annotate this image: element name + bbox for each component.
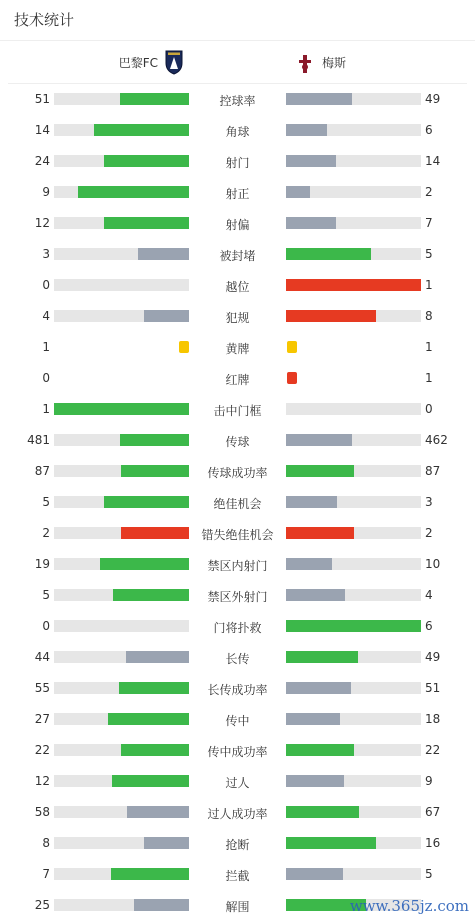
home-bar-fill xyxy=(108,713,189,725)
stat-row xyxy=(0,704,475,735)
away-value: 3 xyxy=(425,495,433,509)
away-value: 5 xyxy=(425,867,433,881)
away-bar-fill xyxy=(286,806,359,818)
home-bar-track xyxy=(54,527,189,539)
away-bar-fill xyxy=(286,248,371,260)
home-value: 12 xyxy=(35,216,50,230)
away-value: 6 xyxy=(425,123,433,137)
home-bar-track xyxy=(54,837,189,849)
home-bar-fill xyxy=(78,186,189,198)
home-bar-track xyxy=(54,682,189,694)
stat-row xyxy=(0,797,475,828)
away-value: 462 xyxy=(425,433,448,447)
home-bar-fill xyxy=(144,310,189,322)
home-bar-fill xyxy=(100,558,189,570)
away-value: 18 xyxy=(425,712,440,726)
away-bar-fill xyxy=(286,682,351,694)
home-value: 9 xyxy=(42,185,50,199)
away-bar-fill xyxy=(286,589,345,601)
home-bar-fill xyxy=(144,837,189,849)
stat-label: 传球 xyxy=(189,433,286,450)
home-bar-track xyxy=(54,620,189,632)
stat-row xyxy=(0,673,475,704)
home-team[interactable] xyxy=(119,49,184,75)
away-value: 1 xyxy=(425,340,433,354)
away-bar-track xyxy=(286,775,421,787)
away-value: 8 xyxy=(425,309,433,323)
home-value: 3 xyxy=(42,247,50,261)
stat-row xyxy=(0,394,475,425)
away-value: 4 xyxy=(425,588,433,602)
stat-row xyxy=(0,208,475,239)
away-value: 1 xyxy=(425,278,433,292)
home-bar-fill xyxy=(127,806,189,818)
stat-label: 禁区外射门 xyxy=(189,588,286,605)
stat-label: 错失绝佳机会 xyxy=(189,526,286,543)
away-value: 0 xyxy=(425,402,433,416)
stat-label: 长传成功率 xyxy=(189,681,286,698)
home-bar-fill xyxy=(138,248,189,260)
stat-row xyxy=(0,766,475,797)
home-bar-track xyxy=(54,806,189,818)
away-bar-track xyxy=(286,527,421,539)
away-value: 51 xyxy=(425,681,440,695)
stat-row xyxy=(0,549,475,580)
stat-label: 击中门框 xyxy=(189,402,286,419)
home-team-name: 巴黎FC xyxy=(119,54,158,71)
away-bar-track xyxy=(286,155,421,167)
away-team[interactable] xyxy=(294,49,346,75)
home-bar-track xyxy=(54,589,189,601)
home-bar-track xyxy=(54,496,189,508)
home-value: 7 xyxy=(42,867,50,881)
stat-label: 黄牌 xyxy=(189,340,286,357)
stat-row xyxy=(0,301,475,332)
away-bar-fill xyxy=(286,651,358,663)
away-value: 2 xyxy=(425,185,433,199)
home-bar-track xyxy=(54,899,189,911)
home-value: 481 xyxy=(27,433,50,447)
stat-label: 红牌 xyxy=(189,371,286,388)
home-bar-fill xyxy=(134,899,189,911)
stat-row xyxy=(0,487,475,518)
away-value: 16 xyxy=(425,836,440,850)
away-bar-fill xyxy=(286,558,332,570)
away-bar-track xyxy=(286,651,421,663)
home-bar-fill xyxy=(94,124,189,136)
home-bar-fill xyxy=(121,465,189,477)
stat-label: 拦截 xyxy=(189,867,286,884)
away-bar-track xyxy=(286,744,421,756)
stat-label: 禁区内射门 xyxy=(189,557,286,574)
home-bar-fill xyxy=(120,434,189,446)
home-value: 14 xyxy=(35,123,50,137)
away-bar-track xyxy=(286,868,421,880)
home-value: 58 xyxy=(35,805,50,819)
away-bar-track xyxy=(286,186,421,198)
home-bar-track xyxy=(54,310,189,322)
away-yellow-card-icon xyxy=(287,341,297,353)
stats-table xyxy=(0,84,475,921)
stat-label: 传球成功率 xyxy=(189,464,286,481)
away-bar-fill xyxy=(286,93,352,105)
away-bar-fill xyxy=(286,620,421,632)
away-value: 67 xyxy=(425,805,440,819)
home-bar-track xyxy=(54,93,189,105)
stat-label: 长传 xyxy=(189,650,286,667)
away-value: 5 xyxy=(425,247,433,261)
home-bar-track xyxy=(54,744,189,756)
away-bar-track xyxy=(286,589,421,601)
home-bar-track xyxy=(54,403,189,415)
away-value: 49 xyxy=(425,650,440,664)
home-bar-track xyxy=(54,868,189,880)
home-bar-track xyxy=(54,248,189,260)
away-bar-fill xyxy=(286,155,336,167)
home-bar-fill xyxy=(104,217,189,229)
site-watermark: www.365jz.com xyxy=(350,897,469,915)
away-bar-track xyxy=(286,682,421,694)
home-bar-fill xyxy=(126,651,189,663)
home-yellow-card-icon xyxy=(179,341,189,353)
stat-label: 犯规 xyxy=(189,309,286,326)
away-bar-track xyxy=(286,93,421,105)
home-value: 87 xyxy=(35,464,50,478)
home-value: 1 xyxy=(42,340,50,354)
stat-row xyxy=(0,456,475,487)
home-value: 5 xyxy=(42,495,50,509)
page-title: 技术统计 xyxy=(0,0,475,41)
stat-row xyxy=(0,84,475,115)
home-value: 55 xyxy=(35,681,50,695)
stat-row xyxy=(0,177,475,208)
home-value: 25 xyxy=(35,898,50,912)
home-bar-track xyxy=(54,713,189,725)
stat-row xyxy=(0,239,475,270)
away-bar-track xyxy=(286,124,421,136)
stat-label: 射门 xyxy=(189,154,286,171)
stat-label: 绝佳机会 xyxy=(189,495,286,512)
home-value: 0 xyxy=(42,619,50,633)
home-value: 5 xyxy=(42,588,50,602)
stat-row xyxy=(0,115,475,146)
away-bar-fill xyxy=(286,496,337,508)
stat-row xyxy=(0,859,475,890)
away-value: 49 xyxy=(425,92,440,106)
away-bar-track xyxy=(286,403,421,415)
stat-label: 被封堵 xyxy=(189,247,286,264)
away-red-card-icon xyxy=(287,372,297,384)
home-bar-track xyxy=(54,558,189,570)
home-bar-fill xyxy=(111,868,189,880)
away-bar-track xyxy=(286,837,421,849)
away-bar-fill xyxy=(286,279,421,291)
away-bar-fill xyxy=(286,434,352,446)
home-value: 2 xyxy=(42,526,50,540)
away-bar-track xyxy=(286,806,421,818)
stat-row xyxy=(0,332,475,363)
stat-row xyxy=(0,146,475,177)
home-bar-track xyxy=(54,465,189,477)
home-value: 51 xyxy=(35,92,50,106)
away-bar-fill xyxy=(286,744,354,756)
stat-label: 越位 xyxy=(189,278,286,295)
home-bar-track xyxy=(54,279,189,291)
away-team-name: 梅斯 xyxy=(322,54,346,71)
home-bar-fill xyxy=(112,775,189,787)
stat-label: 过人成功率 xyxy=(189,805,286,822)
stat-label: 传中 xyxy=(189,712,286,729)
home-bar-fill xyxy=(54,403,189,415)
stat-label: 角球 xyxy=(189,123,286,140)
away-bar-track xyxy=(286,217,421,229)
home-bar-fill xyxy=(121,744,189,756)
home-bar-track xyxy=(54,217,189,229)
stat-label: 门将扑救 xyxy=(189,619,286,636)
stat-row xyxy=(0,735,475,766)
stat-label: 抢断 xyxy=(189,836,286,853)
away-value: 14 xyxy=(425,154,440,168)
away-value: 22 xyxy=(425,743,440,757)
stat-label: 解围 xyxy=(189,898,286,915)
home-value: 0 xyxy=(42,371,50,385)
home-bar-fill xyxy=(120,93,189,105)
home-value: 12 xyxy=(35,774,50,788)
away-bar-fill xyxy=(286,217,336,229)
away-bar-fill xyxy=(286,527,354,539)
home-value: 1 xyxy=(42,402,50,416)
away-bar-fill xyxy=(286,713,340,725)
home-value: 8 xyxy=(42,836,50,850)
away-bar-fill xyxy=(286,868,343,880)
home-bar-track xyxy=(54,155,189,167)
stat-row xyxy=(0,363,475,394)
away-bar-track xyxy=(286,465,421,477)
teams-header xyxy=(8,41,467,84)
home-bar-fill xyxy=(121,527,189,539)
away-bar-track xyxy=(286,310,421,322)
home-bar-fill xyxy=(119,682,189,694)
away-value: 6 xyxy=(425,619,433,633)
away-bar-fill xyxy=(286,837,376,849)
stat-row xyxy=(0,580,475,611)
home-value: 24 xyxy=(35,154,50,168)
away-value: 2 xyxy=(425,526,433,540)
away-bar-fill xyxy=(286,124,327,136)
home-bar-track xyxy=(54,775,189,787)
away-bar-track xyxy=(286,713,421,725)
away-bar-fill xyxy=(286,186,310,198)
stat-row xyxy=(0,642,475,673)
home-bar-track xyxy=(54,434,189,446)
away-value: 7 xyxy=(425,216,433,230)
away-bar-track xyxy=(286,279,421,291)
away-bar-track xyxy=(286,620,421,632)
away-bar-track xyxy=(286,434,421,446)
stat-label: 射正 xyxy=(189,185,286,202)
stat-label: 射偏 xyxy=(189,216,286,233)
stat-label: 传中成功率 xyxy=(189,743,286,760)
home-bar-fill xyxy=(104,155,189,167)
home-bar-fill xyxy=(104,496,189,508)
stat-label: 过人 xyxy=(189,774,286,791)
away-bar-track xyxy=(286,496,421,508)
away-bar-fill xyxy=(286,465,354,477)
home-value: 0 xyxy=(42,278,50,292)
away-bar-fill xyxy=(286,310,376,322)
away-bar-track xyxy=(286,248,421,260)
home-value: 27 xyxy=(35,712,50,726)
home-value: 4 xyxy=(42,309,50,323)
stat-row xyxy=(0,611,475,642)
stat-row xyxy=(0,828,475,859)
home-bar-track xyxy=(54,186,189,198)
fc-metz-logo-icon xyxy=(294,49,316,75)
away-value: 9 xyxy=(425,774,433,788)
stat-row xyxy=(0,518,475,549)
paris-fc-logo-icon xyxy=(164,49,184,75)
away-bar-fill xyxy=(286,775,344,787)
stat-row xyxy=(0,270,475,301)
home-bar-track xyxy=(54,124,189,136)
away-bar-track xyxy=(286,558,421,570)
away-value: 10 xyxy=(425,557,440,571)
away-value: 87 xyxy=(425,464,440,478)
stat-label: 控球率 xyxy=(189,92,286,109)
home-value: 22 xyxy=(35,743,50,757)
home-bar-fill xyxy=(113,589,189,601)
home-value: 19 xyxy=(35,557,50,571)
home-value: 44 xyxy=(35,650,50,664)
away-value: 1 xyxy=(425,371,433,385)
stat-row xyxy=(0,425,475,456)
home-bar-track xyxy=(54,651,189,663)
